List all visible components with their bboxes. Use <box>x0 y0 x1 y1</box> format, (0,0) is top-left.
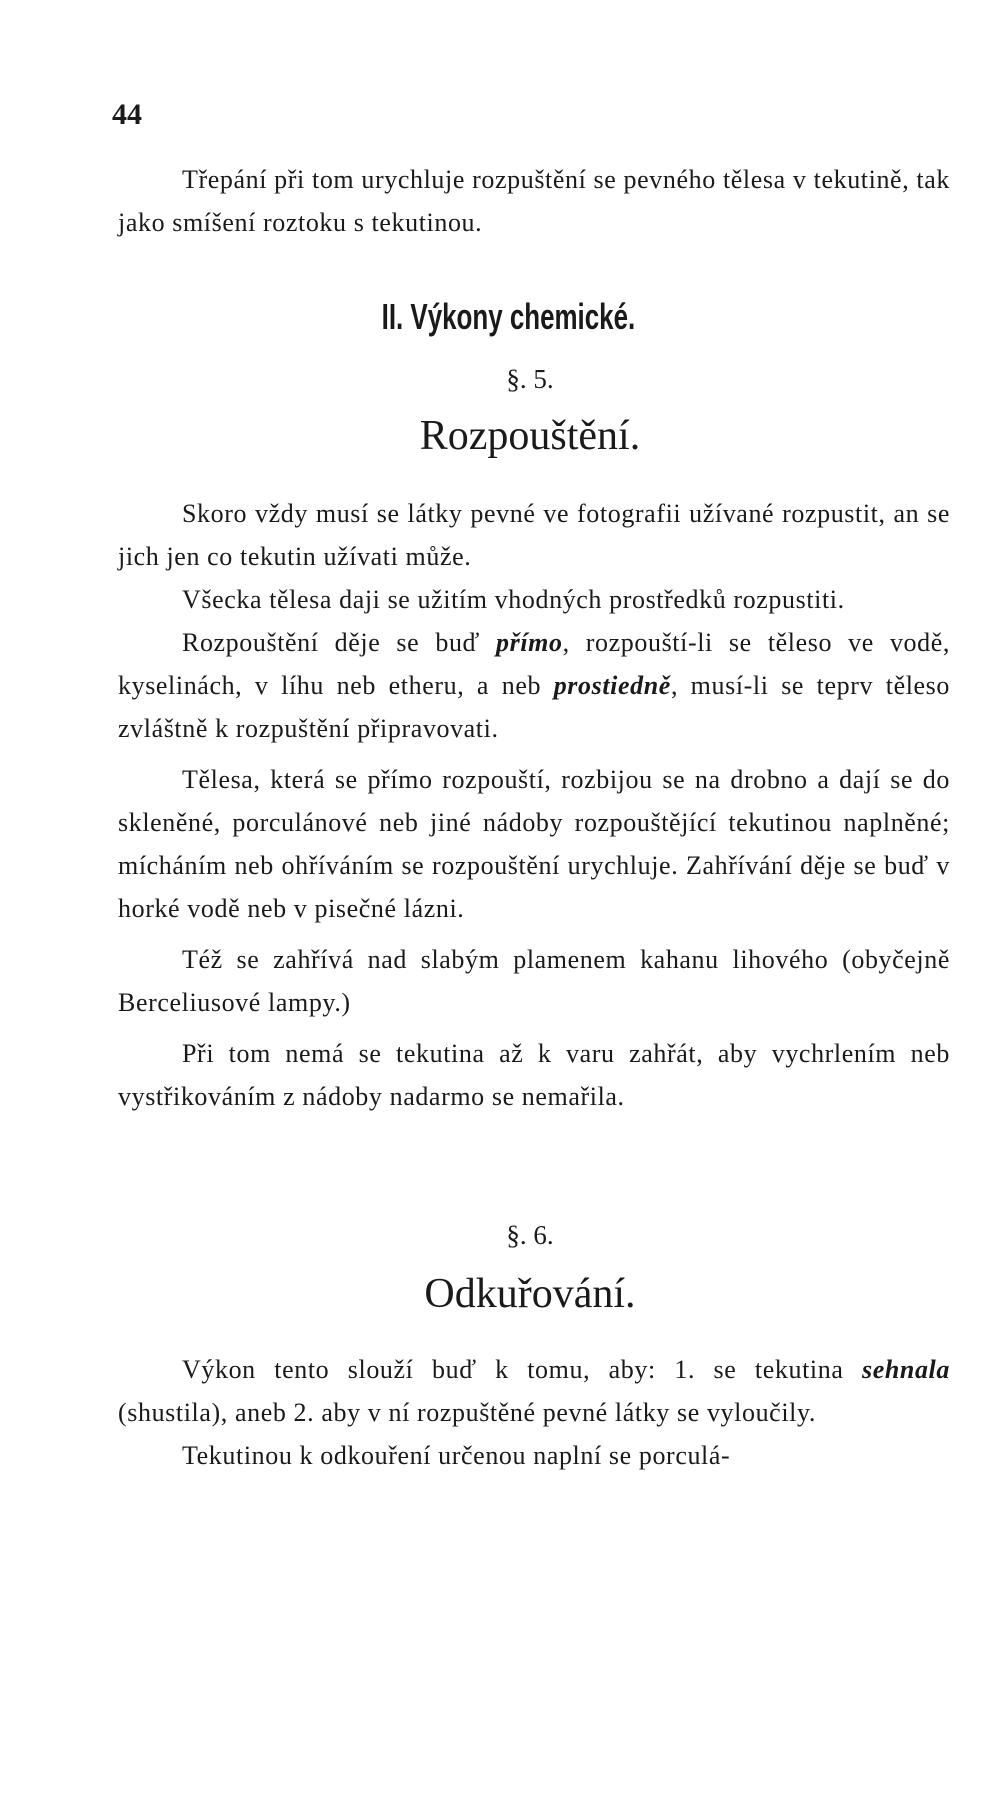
paragraph: Tělesa, která se přímo rozpouští, rozbijou se na drobno a dají se do skleněné, porculánové neb jiné nádoby rozpouštějící tekutinou naplněné; mícháním neb ohříváním se rozpouštění urychluje. Zahřívání děje se buď v horké vodě neb v pisečné lázni. <box>118 765 950 923</box>
paragraph: Též se zahřívá nad slabým plamenem kahanu lihového (obyčejně Berceliusové lampy.) <box>118 945 950 1017</box>
section-title: Rozpouštění. <box>419 413 641 459</box>
section-6-body <box>118 1348 950 1477</box>
emphasis: prostiedně <box>553 671 671 700</box>
intro-text <box>118 158 950 244</box>
paragraph: Třepání při tom urychluje rozpuštění se pevného tělesa v tekutině, tak jako smíšení roztoku s tekutinou. <box>118 165 950 237</box>
paragraph: Skoro vždy musí se látky pevné ve fotografii užívané rozpustit, an se jich jen co tekutin užívati může. <box>118 499 950 571</box>
emphasis: sehnala <box>861 1355 950 1384</box>
section-5-body <box>118 492 950 1118</box>
paragraph: Při tom nemá se tekutina až k varu zahřát, aby vychrlením neb vystřikováním z nádoby nadarmo se nemařila. <box>118 1039 950 1111</box>
paragraph <box>118 1348 950 1434</box>
section-number: §. 6. <box>506 1220 554 1250</box>
section-title: Odkuřování. <box>424 1271 636 1317</box>
page-number: 44 <box>112 98 142 131</box>
paragraph: Všecka tělesa daji se užitím vhodných prostředků rozpustiti. <box>182 585 845 614</box>
paragraph-part: Rozpouštění děje se buď <box>182 628 497 657</box>
paragraph <box>118 621 950 750</box>
paragraph: Tekutinou k odkouření určenou naplní se porculá- <box>182 1441 731 1470</box>
section-number: §. 5. <box>506 364 554 394</box>
chapter-heading: II. Výkony chemické. <box>381 296 636 337</box>
paragraph-part: , rozpouští-li se těleso ve vodě, kyselinách, v líhu neb etheru, a neb <box>118 628 950 700</box>
paragraph-part: Výkon tento slouží buď k tomu, aby: 1. se tekutina <box>182 1355 862 1384</box>
paragraph-part: , musí-li se teprv těleso zvláštně k rozpuštění připravovati. <box>118 671 950 743</box>
paragraph-part: (shustila), aneb 2. aby v ní rozpuštěné pevné látky se vyloučily. <box>118 1398 816 1427</box>
emphasis: přímo <box>496 628 563 657</box>
